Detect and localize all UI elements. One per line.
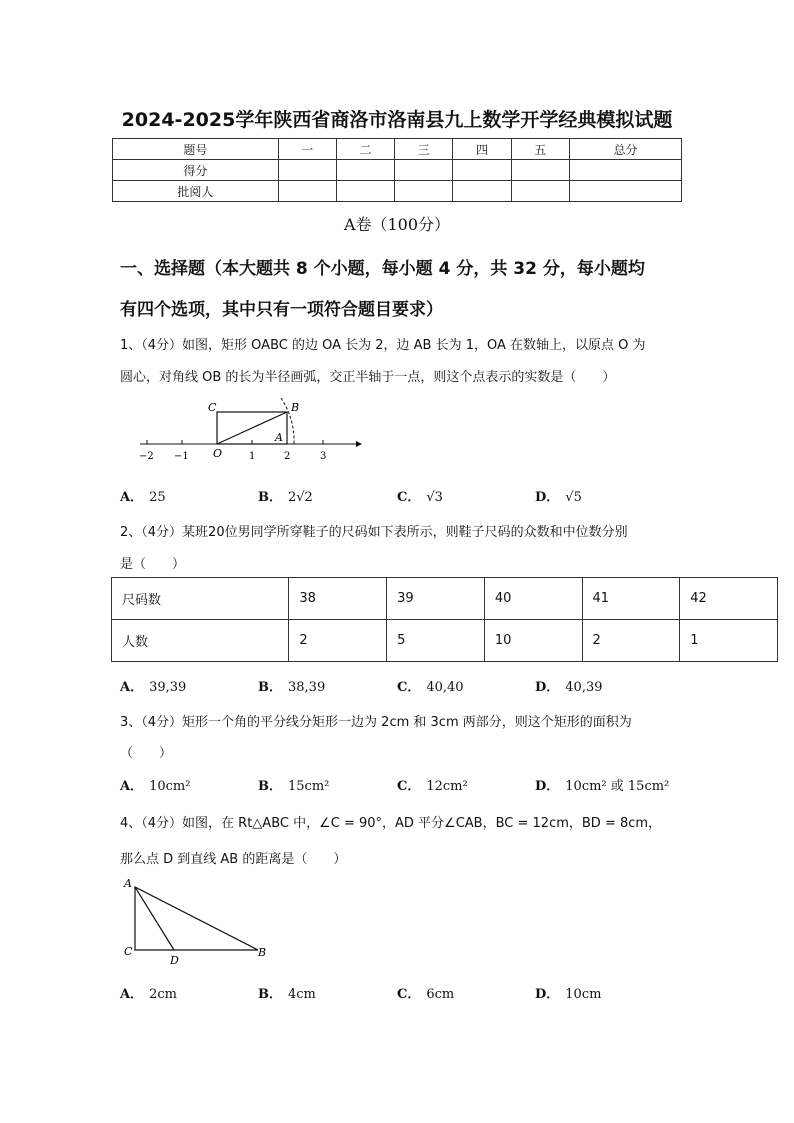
shoe-cell: 人数 <box>112 620 289 662</box>
grader-cell <box>278 181 336 202</box>
option-text: √3 <box>426 490 443 505</box>
shoe-cell: 38 <box>289 578 387 620</box>
grader-cell <box>453 181 511 202</box>
score-cell <box>336 160 394 181</box>
q1-line2: 圆心，对角线 OB 的长为半径画弧，交正半轴于一点，则这个点表示的实数是（ ） <box>120 370 616 385</box>
score-header-cell: 四 <box>453 139 511 160</box>
score-header-cell: 三 <box>395 139 453 160</box>
option-text: 12cm² <box>426 779 468 794</box>
label-A: A <box>275 431 283 444</box>
q4-option-a[interactable] <box>120 983 177 1002</box>
q2-line1: 2、（4分）某班20位男同学所穿鞋子的尺码如下表所示，则鞋子尺码的众数和中位数分别 <box>120 525 628 540</box>
q1-option-a[interactable] <box>120 486 166 505</box>
label-B: B <box>291 401 300 414</box>
tick-label: −2 <box>139 451 154 462</box>
tick-label: 3 <box>320 451 327 462</box>
score-header-cell: 五 <box>511 139 569 160</box>
shoe-cell: 2 <box>582 620 680 662</box>
shoe-cell: 尺码数 <box>112 578 289 620</box>
q3-option-d[interactable] <box>535 775 669 794</box>
score-row <box>113 160 682 181</box>
score-header-cell: 一 <box>278 139 336 160</box>
score-header-cell: 二 <box>336 139 394 160</box>
option-letter: A． <box>120 490 144 505</box>
label-O: O <box>213 447 223 460</box>
option-text: 6cm <box>426 987 455 1002</box>
triangle-ABC <box>135 887 258 950</box>
number-line-arrow <box>356 441 362 447</box>
option-text: 2√2 <box>288 490 313 505</box>
page-title: 2024-2025学年陕西省商洛市洛南县九上数学开学经典模拟试题 <box>121 109 673 131</box>
label-C: C <box>208 401 217 414</box>
grader-cell <box>395 181 453 202</box>
label-D: D <box>170 954 179 967</box>
q4-line1: 4、（4分）如图，在 Rt△ABC 中，∠C = 90°，AD 平分∠CAB，BC = 12cm，BD = 8cm， <box>120 816 662 831</box>
option-letter: A． <box>120 987 144 1002</box>
q3-option-b[interactable] <box>258 775 329 794</box>
grader-cell <box>569 181 681 202</box>
q4-figure <box>118 872 278 972</box>
option-text: 15cm² <box>288 779 330 794</box>
q4-option-b[interactable] <box>258 983 316 1002</box>
label-B: B <box>258 946 267 959</box>
q4-option-c[interactable] <box>397 983 454 1002</box>
option-text: 38,39 <box>288 680 326 695</box>
option-text: 25 <box>149 490 166 505</box>
shoe-cell: 40 <box>484 578 582 620</box>
section-heading-line2: 有四个选项，其中只有一项符合题目要求） <box>120 300 443 320</box>
shoe-cell: 1 <box>680 620 778 662</box>
option-text: 10cm² 或 15cm² <box>565 779 670 794</box>
option-letter: C． <box>397 680 421 695</box>
q1-line1: 1、（4分）如图，矩形 OABC 的边 OA 长为 2，边 AB 长为 1，OA 在数轴上，以原点 O 为 <box>120 338 646 353</box>
shoe-size-row <box>112 578 778 620</box>
option-text: 10cm <box>565 987 602 1002</box>
q3-option-c[interactable] <box>397 775 468 794</box>
score-cell <box>395 160 453 181</box>
option-letter: B． <box>258 987 282 1002</box>
grader-row-label: 批阅人 <box>113 181 279 202</box>
score-cell <box>569 160 681 181</box>
q1-option-d[interactable] <box>535 486 582 505</box>
option-text: 10cm² <box>149 779 191 794</box>
q3-option-a[interactable] <box>120 775 190 794</box>
q1-figure <box>128 395 368 467</box>
shoe-cell: 39 <box>387 578 485 620</box>
option-letter: A． <box>120 680 144 695</box>
grader-row <box>113 181 682 202</box>
q2-line2: 是（ ） <box>120 557 186 572</box>
shoe-cell: 41 <box>582 578 680 620</box>
q4-option-d[interactable] <box>535 983 601 1002</box>
option-text: √5 <box>565 490 582 505</box>
q4-line2: 那么点 D 到直线 AB 的距离是（ ） <box>120 852 347 867</box>
option-letter: C． <box>397 779 421 794</box>
section-heading-line1: 一、选择题（本大题共 8 个小题，每小题 4 分，共 32 分，每小题均 <box>120 259 645 279</box>
score-table-header-row <box>113 139 682 160</box>
q2-option-d[interactable] <box>535 676 603 695</box>
option-letter: D． <box>535 680 560 695</box>
label-C: C <box>124 945 133 958</box>
q2-option-a[interactable] <box>120 676 186 695</box>
shoe-cell: 2 <box>289 620 387 662</box>
score-table <box>112 138 682 202</box>
option-letter: D． <box>535 987 560 1002</box>
volume-heading: A卷（100分） <box>343 215 451 234</box>
option-text: 2cm <box>149 987 177 1002</box>
q2-option-c[interactable] <box>397 676 464 695</box>
option-letter: C． <box>397 987 421 1002</box>
shoe-size-table <box>111 577 778 662</box>
label-A: A <box>124 877 132 890</box>
grader-cell <box>336 181 394 202</box>
option-letter: B． <box>258 490 282 505</box>
score-header-cell: 总分 <box>569 139 681 160</box>
q2-option-b[interactable] <box>258 676 325 695</box>
shoe-count-row <box>112 620 778 662</box>
q3-line1: 3、（4分）矩形一个角的平分线分矩形一边为 2cm 和 3cm 两部分，则这个矩形的面积为 <box>120 715 632 730</box>
shoe-cell: 5 <box>387 620 485 662</box>
option-letter: B． <box>258 779 282 794</box>
tick-label: −1 <box>174 451 189 462</box>
score-cell <box>453 160 511 181</box>
option-letter: A． <box>120 779 144 794</box>
option-letter: D． <box>535 779 560 794</box>
q1-option-b[interactable] <box>258 486 313 505</box>
score-cell <box>511 160 569 181</box>
option-text: 4cm <box>288 987 316 1002</box>
score-header-cell: 题号 <box>113 139 279 160</box>
option-text: 40,40 <box>426 680 464 695</box>
score-cell <box>278 160 336 181</box>
tick-label: 1 <box>249 451 256 462</box>
option-letter: B． <box>258 680 282 695</box>
option-text: 40,39 <box>565 680 603 695</box>
score-row-label: 得分 <box>113 160 279 181</box>
option-text: 39,39 <box>149 680 187 695</box>
option-letter: D． <box>535 490 560 505</box>
q3-line2: （ ） <box>120 746 173 761</box>
option-letter: C． <box>397 490 421 505</box>
shoe-cell: 10 <box>484 620 582 662</box>
q1-option-c[interactable] <box>397 486 443 505</box>
tick-label: 2 <box>284 451 291 462</box>
shoe-cell: 42 <box>680 578 778 620</box>
grader-cell <box>511 181 569 202</box>
